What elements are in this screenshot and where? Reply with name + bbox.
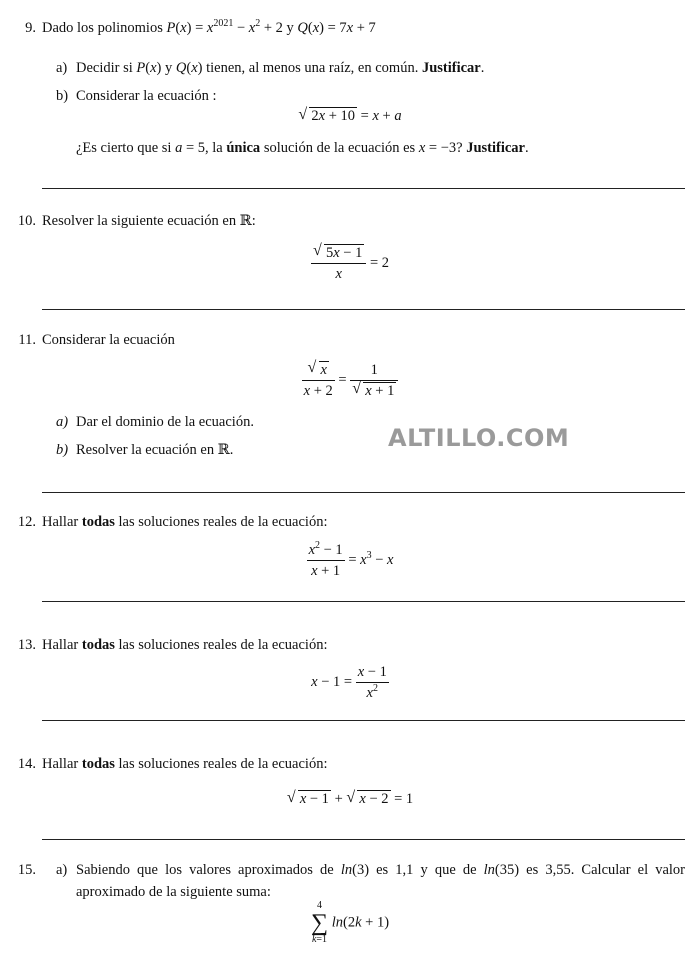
problem-14-number: 14. <box>17 756 36 772</box>
problem-13-number: 13. <box>17 637 36 653</box>
problem-15-a-text-cont: aproximado de la siguiente suma: <box>76 884 271 900</box>
problem-9-b-text: Considerar la ecuación : <box>76 88 217 104</box>
watermark: ALTILLO.COM <box>388 424 570 452</box>
problem-10-statement: Resolver la siguiente ecuación en ℝ: <box>42 213 256 229</box>
problem-9-b-label: b) <box>56 88 69 104</box>
problem-11-equation: √ $\frac{x}{x + 2}$ = 1 √ x + 1 <box>0 360 700 401</box>
problem-15-a-label: a) <box>56 862 68 878</box>
problem-13-equation: x − 1 = $\frac{x - 1}{x^2}$ <box>311 664 387 701</box>
problem-12-equation: $\frac{x^2 - 1}{x + 1}$ = $x^3 - x$ <box>308 540 394 579</box>
problem-11-number: 11. <box>18 332 36 348</box>
divider <box>42 188 685 189</box>
divider <box>42 309 685 310</box>
problem-9-equation: √ 2x + 10 = x + a <box>0 108 700 125</box>
problem-9-question: ¿Es cierto que si a = 5, la única solución de la ecuación es x = −3? Justificar. <box>76 140 529 156</box>
divider <box>42 720 685 721</box>
problem-11-a-label: a) <box>56 414 69 430</box>
divider <box>42 601 685 602</box>
problem-11-b-text: Resolver la ecuación en ℝ. <box>76 442 234 458</box>
problem-9-statement: Dado los polinomios $P(x) = x^{2021} - x^2 + 2$ y Q(x) = 7x + 7 <box>42 18 376 36</box>
problem-9-a-label: a) <box>56 60 68 76</box>
problem-11-statement: Considerar la ecuación <box>42 332 175 348</box>
divider <box>42 492 685 493</box>
problem-10-number: 10. <box>17 213 36 229</box>
problem-11-a-text: Dar el dominio de la ecuación. <box>76 414 254 430</box>
problem-11-b-label: b) <box>56 442 69 458</box>
problem-13-statement: Hallar todas las soluciones reales de la ecuación: <box>42 637 328 653</box>
problem-14-statement: Hallar todas las soluciones reales de la ecuación: <box>42 756 328 772</box>
problem-10-equation: √ $\frac{5x - 1}{x}$ = 2 <box>0 243 700 284</box>
problem-15-a-text: Sabiendo que los valores aproximados de ln(3) es 1,1 y que de ln(35) es 3,55. Calcular el valor <box>76 862 685 878</box>
problem-15-equation: 4 ∑ k=1 ln(2k + 1) <box>310 900 390 945</box>
problem-14-equation: √ x − 1 + √ x − 2 = 1 <box>0 791 700 808</box>
problem-12-number: 12. <box>17 514 36 530</box>
problem-9-a-text: Decidir si P(x) y Q(x) tienen, al menos una raíz, en común. Justificar. <box>76 60 485 76</box>
problem-15-number: 15. <box>17 862 36 878</box>
problem-12-statement: Hallar todas las soluciones reales de la ecuación: <box>42 514 328 530</box>
divider <box>42 839 685 840</box>
problem-9-number: 9. <box>25 20 36 36</box>
